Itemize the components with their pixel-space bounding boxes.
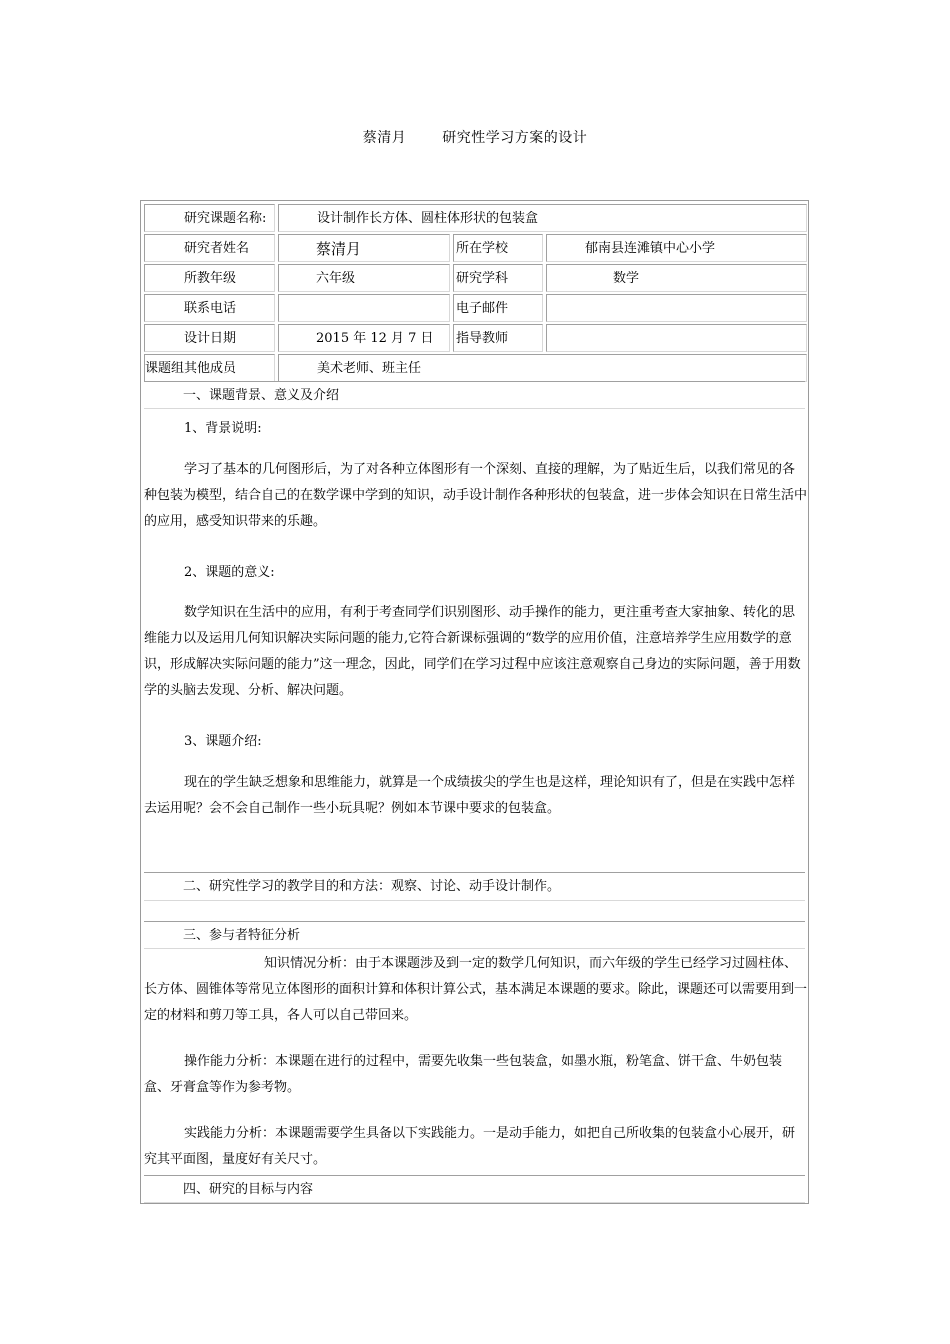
subject-label: 研究学科 [453, 264, 543, 292]
knowledge-analysis-body: 知识情况分析：由于本课题涉及到一定的数学几何知识，而六年级的学生已经学习过圆柱体、长方体、圆锥体等常见立体图形的面积计算和体积计算公式，基本满足本课题的要求。除此，课题还可以需要用到一定的材料和剪刀等工具，各人可以自己带回来。 [144, 956, 808, 1023]
practice-analysis-body: 实践能力分析：本课题需要学生具备以下实践能力。一是动手能力，如把自己所收集的包装盒小心展开，研究其平面图，量度好有关尺寸。 [144, 1126, 796, 1167]
school-label: 所在学校 [453, 234, 543, 262]
background-heading: 1、背景说明: [184, 421, 262, 436]
document-title [0, 127, 950, 147]
introduction-heading: 3、课题介绍: [184, 734, 262, 749]
operation-analysis-body: 操作能力分析：本课题在进行的过程中，需要先收集一些包装盒，如墨水瓶，粉笔盒、饼干盒、牛奶包装盒、牙膏盒等作为参考物。 [144, 1054, 783, 1095]
advisor-label: 指导教师 [453, 324, 543, 352]
researcher-label: 研究者姓名 [144, 234, 275, 262]
significance-heading: 2、课题的意义: [184, 565, 275, 580]
background-text-body: 学习了基本的几何图形后，为了对各种立体图形有一个深刻、直接的理解，为了贴近生后，以我们常见的各种包装为模型，结合自己的在数学课中学到的知识，动手设计制作各种形状的包装盒，进一步体会知识在日常生活中的应用，感受知识带来的乐趣。 [144, 462, 808, 529]
email-value [546, 294, 807, 322]
plan-table [140, 200, 809, 1204]
phone-label: 联系电话 [144, 294, 275, 322]
significance-text [144, 600, 807, 704]
topic-value: 设计制作长方体、圆柱体形状的包装盒 [278, 204, 807, 232]
operation-analysis [144, 1049, 807, 1101]
section1-heading: 一、课题背景、意义及介绍 [144, 381, 805, 409]
title-name: 研究性学习方案的设计 [442, 130, 588, 146]
title-author: 蔡清月 [362, 130, 407, 146]
section4-heading: 四、研究的目标与内容 [144, 1175, 805, 1203]
topic-label: 研究课题名称: [144, 204, 275, 232]
introduction-text [144, 770, 807, 822]
significance-text-body: 数学知识在生活中的应用，有利于考查同学们识别图形、动手操作的能力，更注重考查大家抽象、转化的思维能力以及运用几何知识解决实际问题的能力,它符合新课标强调的“数学的应用价值，注意培养学生应用数学的意识，形成解决实际问题的能力”这一理念，因此，同学们在学习过程中应该注意观察自己身边的实际问题，善于用数学的头脑去发现、分析、解决问题。 [144, 605, 801, 698]
practice-analysis [144, 1121, 807, 1173]
grade-label: 所教年级 [144, 264, 275, 292]
grade-value: 六年级 [278, 264, 450, 292]
section2-heading: 二、研究性学习的教学目的和方法：观察、讨论、动手设计制作。 [144, 872, 805, 901]
date-value: 2015 年 12 月 7 日 [278, 324, 450, 352]
background-text [144, 457, 807, 535]
section3-heading: 三、参与者特征分析 [144, 921, 805, 949]
subject-value: 数学 [546, 264, 807, 292]
members-value: 美术老师、班主任 [278, 354, 807, 382]
advisor-value [546, 324, 807, 352]
email-label: 电子邮件 [453, 294, 543, 322]
members-label: 课题组其他成员 [144, 354, 275, 382]
knowledge-analysis [144, 951, 807, 1029]
date-label: 设计日期 [144, 324, 275, 352]
introduction-text-body: 现在的学生缺乏想象和思维能力，就算是一个成绩拔尖的学生也是这样，理论知识有了，但是在实践中怎样去运用呢？会不会自己制作一些小玩具呢？例如本节课中要求的包装盒。 [144, 775, 796, 816]
phone-value [278, 294, 450, 322]
school-value: 郁南县连滩镇中心小学 [546, 234, 807, 262]
researcher-value: 蔡清月 [278, 234, 450, 262]
